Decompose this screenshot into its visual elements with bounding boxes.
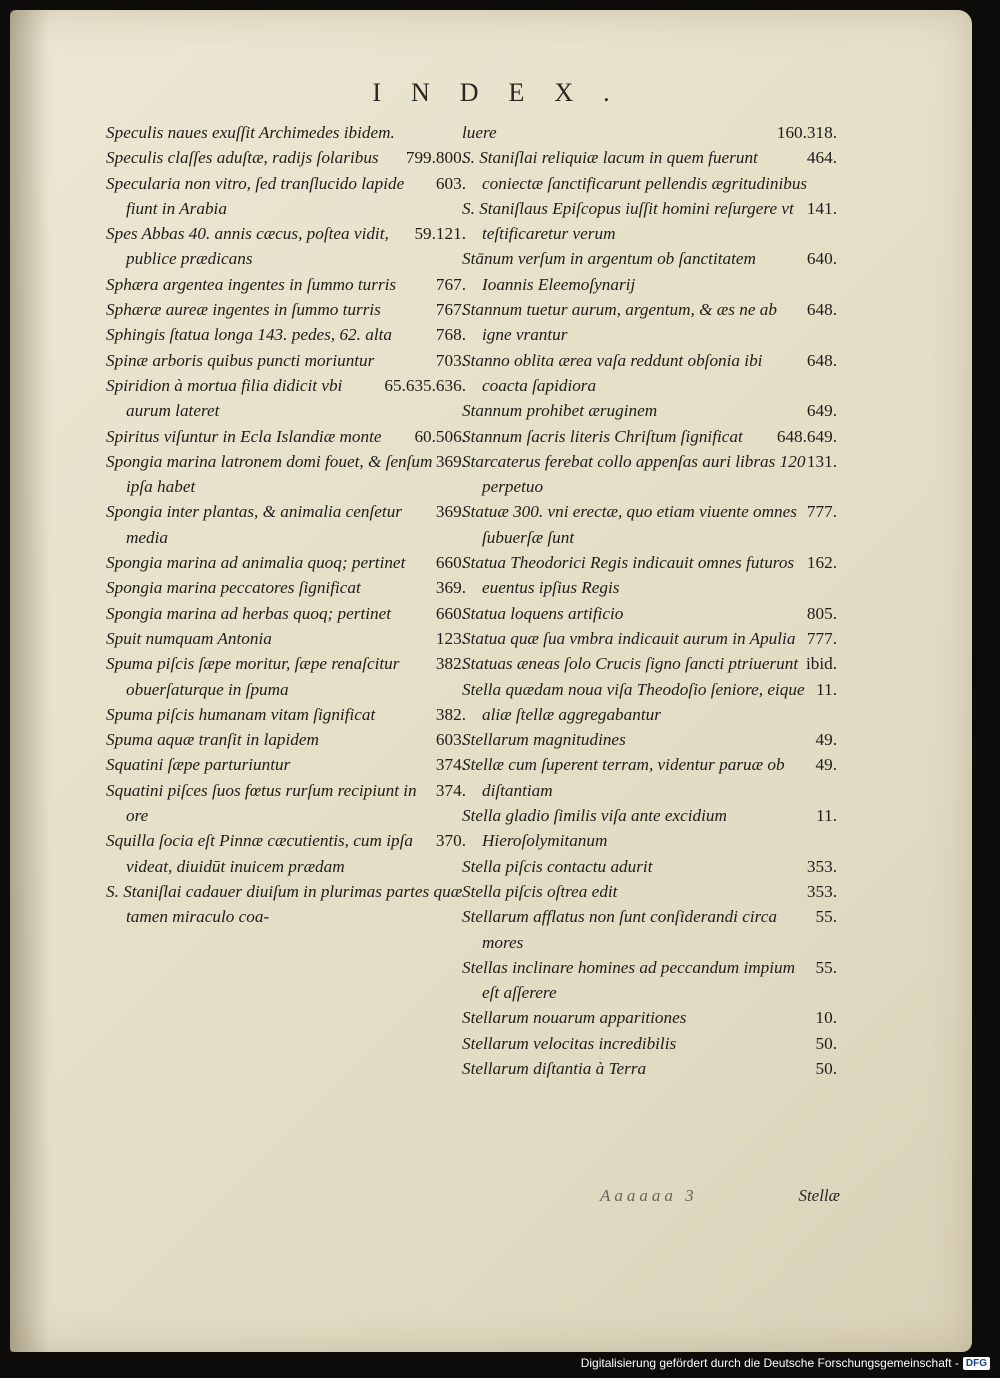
entry-text: Spongia marina ad animalia quoq; pertinet	[106, 553, 406, 573]
index-entry	[106, 727, 466, 752]
index-entry	[462, 348, 837, 399]
entry-text: Statua Theodorici Regis indicauit omnes futuros euentus ipſius Regis	[462, 553, 795, 598]
index-entry	[106, 297, 466, 322]
entry-text: Starcaterus ferebat collo appenſas auri libras 120 perpetuo	[462, 451, 806, 497]
entry-page-ref: 382.	[435, 704, 466, 724]
entry-page-ref: 59.121.	[414, 224, 466, 244]
entry-page-ref: 353.	[806, 856, 837, 876]
entry-page-ref: 374.	[435, 755, 466, 775]
entry-page-ref: 767.	[435, 274, 466, 294]
index-entry	[106, 145, 466, 170]
entry-text: Statuas æneas ſolo Crucis ſigno ſancti ptriuerunt	[462, 654, 799, 674]
entry-text: Stanno oblita ærea vaſa reddunt obſonia ibi coacta ſapidiora	[462, 350, 763, 395]
page-gutter-shadow	[10, 10, 50, 1352]
entry-page-ref: 768.	[435, 325, 466, 345]
entry-page-ref: 369.	[435, 578, 466, 598]
entry-page-ref: 660.	[435, 603, 466, 623]
index-entry	[462, 854, 837, 879]
index-entry	[106, 499, 466, 550]
entry-text: Stella piſcis contactu adurit	[462, 856, 653, 876]
entry-text: Stellarum afflatus non ſunt conſiderandi circa mores	[462, 907, 777, 952]
right-column	[462, 120, 837, 1081]
index-entry	[462, 120, 837, 145]
entry-page-ref: 649.	[806, 401, 837, 421]
entry-page-ref: 49.	[815, 730, 837, 750]
entry-page-ref: 648.	[806, 350, 837, 370]
entry-page-ref: 55.	[815, 957, 837, 977]
index-entry	[462, 752, 837, 803]
entry-page-ref: 703.	[435, 350, 466, 370]
entry-page-ref: 162.	[806, 553, 837, 573]
entry-text: Stannum prohibet æruginem	[462, 401, 658, 421]
credit-text: Digitalisierung gefördert durch die Deutsche Forschungsgemeinschaft -	[580, 1356, 959, 1370]
index-entry	[462, 904, 837, 955]
entry-text: Stella quædam noua viſa Theodoſio ſeniore, eique aliæ ſtellæ aggregabantur	[462, 679, 805, 724]
entry-page-ref: 60.506.	[414, 426, 466, 446]
entry-page-ref: 131.	[806, 451, 837, 471]
index-entry	[106, 575, 466, 600]
index-entry	[106, 828, 466, 879]
index-entry	[462, 246, 837, 297]
entry-page-ref: 10.	[815, 1008, 837, 1028]
left-column	[106, 120, 466, 930]
entry-page-ref: 767.	[435, 300, 466, 320]
entry-page-ref: 123.	[435, 628, 466, 648]
entry-page-ref: 603.	[435, 730, 466, 750]
index-entry	[106, 879, 466, 930]
entry-text: luere	[462, 123, 497, 142]
entry-page-ref: 603.	[435, 173, 466, 193]
index-entry	[462, 398, 837, 423]
entry-page-ref: 648.649.	[776, 426, 837, 446]
entry-page-ref: 382.	[435, 654, 466, 674]
index-entry	[462, 727, 837, 752]
index-entry	[106, 348, 466, 373]
entry-text: Squatini ſæpe parturiuntur	[106, 755, 291, 775]
index-entry	[462, 1005, 837, 1030]
index-entry	[106, 702, 466, 727]
index-entry	[106, 550, 466, 575]
index-entry	[462, 601, 837, 626]
index-entry	[106, 373, 466, 424]
entry-text: Sphingis ſtatua longa 143. pedes, 62. alta	[106, 325, 392, 345]
entry-page-ref: 160.318.	[776, 123, 837, 142]
entry-page-ref: 11.	[816, 806, 837, 826]
entry-text: Spongia marina peccatores ſignificat	[106, 578, 361, 598]
entry-text: Squatini piſces ſuos fœtus rurſum recipiunt in ore	[106, 780, 417, 826]
entry-text: Speculis naues exuſſit Archimedes ibidem.	[106, 123, 395, 142]
entry-text: Stannum ſacris literis Chriſtum ſignificat	[462, 426, 743, 446]
entry-page-ref: 660.	[435, 553, 466, 573]
entry-page-ref: 464.	[806, 148, 837, 168]
index-entry	[106, 322, 466, 347]
index-entry	[462, 651, 837, 676]
entry-text: Stellarum nouarum apparitiones	[462, 1008, 687, 1028]
index-entry	[462, 626, 837, 651]
entry-page-ref: ibid.	[805, 654, 837, 674]
entry-text: Spongia marina latronem domi fouet, & ſenſum ipſa habet	[106, 451, 433, 497]
index-entry	[462, 955, 837, 1006]
index-entry	[106, 651, 466, 702]
entry-page-ref: 55.	[815, 907, 837, 927]
entry-page-ref: 648.	[806, 300, 837, 320]
index-entry	[462, 196, 837, 247]
entry-text: Speculis claſſes aduſtæ, radijs ſolaribus	[106, 148, 379, 168]
entry-text: Stannum tuetur aurum, argentum, & æs ne ab igne vrantur	[462, 300, 777, 345]
entry-text: Spongia marina ad herbas quoq; pertinet	[106, 603, 392, 623]
index-entry	[106, 221, 466, 272]
entry-text: S. Staniſlaus Epiſcopus iuſſit homini reſurgere vt teſtificaretur verum	[462, 198, 794, 244]
entry-page-ref: 50.	[815, 1058, 837, 1078]
index-entry	[462, 449, 837, 500]
entry-page-ref: 65.635.636.	[384, 375, 466, 395]
index-entry	[462, 1031, 837, 1056]
index-entry	[462, 803, 837, 854]
index-entry	[106, 752, 466, 777]
entry-text: Stellas inclinare homines ad peccandum impium eſt aſſerere	[462, 957, 796, 1003]
index-entry	[462, 550, 837, 601]
entry-text: S. Staniſlai cadauer diuiſum in plurimas partes quæ tamen miraculo coa-	[106, 881, 463, 927]
entry-text: Spuit numquam Antonia	[106, 628, 272, 648]
index-entry	[106, 120, 466, 145]
signature-mark: Aaaaaa 3	[600, 1186, 698, 1205]
entry-page-ref: 640.	[806, 249, 837, 269]
entry-page-ref: 777.	[806, 502, 837, 522]
index-entry	[462, 145, 837, 196]
index-entry	[462, 677, 837, 728]
index-entry	[106, 626, 466, 651]
entry-text: Sphæræ aureæ ingentes in ſummo turris	[106, 300, 381, 320]
entry-page-ref: 374.	[435, 780, 466, 800]
index-entry	[106, 171, 466, 222]
entry-text: Spongia inter plantas, & animalia cenſetur media	[106, 502, 402, 547]
entry-page-ref: 799.800.	[405, 148, 466, 168]
entry-text: Spinæ arboris quibus puncti moriuntur	[106, 350, 375, 370]
entry-text: Stānum verſum in argentum ob ſanctitatem Ioannis Eleemoſynarij	[462, 249, 756, 294]
entry-text: Spuma piſcis humanam vitam ſignificat	[106, 704, 376, 724]
entry-page-ref: 353.	[806, 881, 837, 901]
entry-text: Spuma aquæ tranſit in lapidem	[106, 730, 319, 750]
catchword: Stellæ	[798, 1186, 840, 1205]
entry-page-ref: 805.	[806, 603, 837, 623]
entry-text: S. Staniſlai reliquiæ lacum in quem fuerunt coniectæ ſanctificarunt pellendis ægritudinibus	[462, 148, 808, 193]
entry-text: Squilla ſocia eſt Pinnæ cæcutientis, cum ipſa videat, diuidūt inuicem prædam	[106, 831, 413, 876]
entry-text: Specularia non vitro, ſed tranſlucido lapide fiunt in Arabia	[106, 173, 405, 218]
entry-page-ref: 141.	[806, 198, 837, 218]
entry-text: Statua loquens artificio	[462, 603, 624, 623]
entry-page-ref: 50.	[815, 1033, 837, 1053]
index-entry	[106, 424, 466, 449]
entry-text: Statua quæ ſua vmbra indicauit aurum in Apulia	[462, 628, 796, 648]
index-entry	[462, 1056, 837, 1081]
entry-text: Stellæ cum ſuperent terram, videntur paruæ ob diſtantiam	[462, 755, 785, 800]
entry-text: Spes Abbas 40. annis cæcus, poſtea vidit, publice prædicans	[106, 224, 389, 269]
entry-page-ref: 370.	[435, 831, 466, 851]
entry-text: Spiridion à mortua filia didicit vbi aurum lateret	[106, 375, 343, 421]
entry-text: Spuma piſcis ſæpe moritur, ſæpe renaſcitur obuerſaturque in ſpuma	[106, 654, 400, 699]
entry-text: Stellarum magnitudines	[462, 730, 626, 750]
index-entry	[462, 297, 837, 348]
entry-text: Sphæra argentea ingentes in ſummo turris	[106, 274, 397, 294]
entry-text: Stella gladio ſimilis viſa ante excidium Hieroſolymitanum	[462, 806, 727, 851]
entry-text: Stellarum velocitas incredibilis	[462, 1033, 677, 1053]
index-entry	[462, 879, 837, 904]
index-entry	[106, 601, 466, 626]
entry-page-ref: 49.	[815, 755, 837, 775]
entry-page-ref: 369.	[435, 451, 466, 471]
entry-text: Spiritus viſuntur in Ecla Islandiæ monte	[106, 426, 382, 446]
digitization-credit	[581, 1354, 990, 1372]
entry-text: Stella piſcis oſtrea edit	[462, 881, 618, 901]
index-entry	[106, 449, 466, 500]
entry-text: Stellarum diſtantia à Terra	[462, 1058, 647, 1078]
entry-page-ref: 11.	[816, 679, 837, 699]
book-page	[10, 10, 972, 1352]
index-entry	[106, 272, 466, 297]
index-entry	[462, 424, 837, 449]
entry-page-ref: 369.	[435, 502, 466, 522]
dfg-logo: DFG	[963, 1357, 990, 1370]
entry-page-ref: 777.	[806, 628, 837, 648]
index-entry	[462, 499, 837, 550]
index-entry	[106, 778, 466, 829]
page-header: INDEX.	[372, 78, 640, 107]
entry-text: Statuæ 300. vni erectæ, quo etiam viuente omnes ſubuerſæ ſunt	[462, 502, 797, 547]
